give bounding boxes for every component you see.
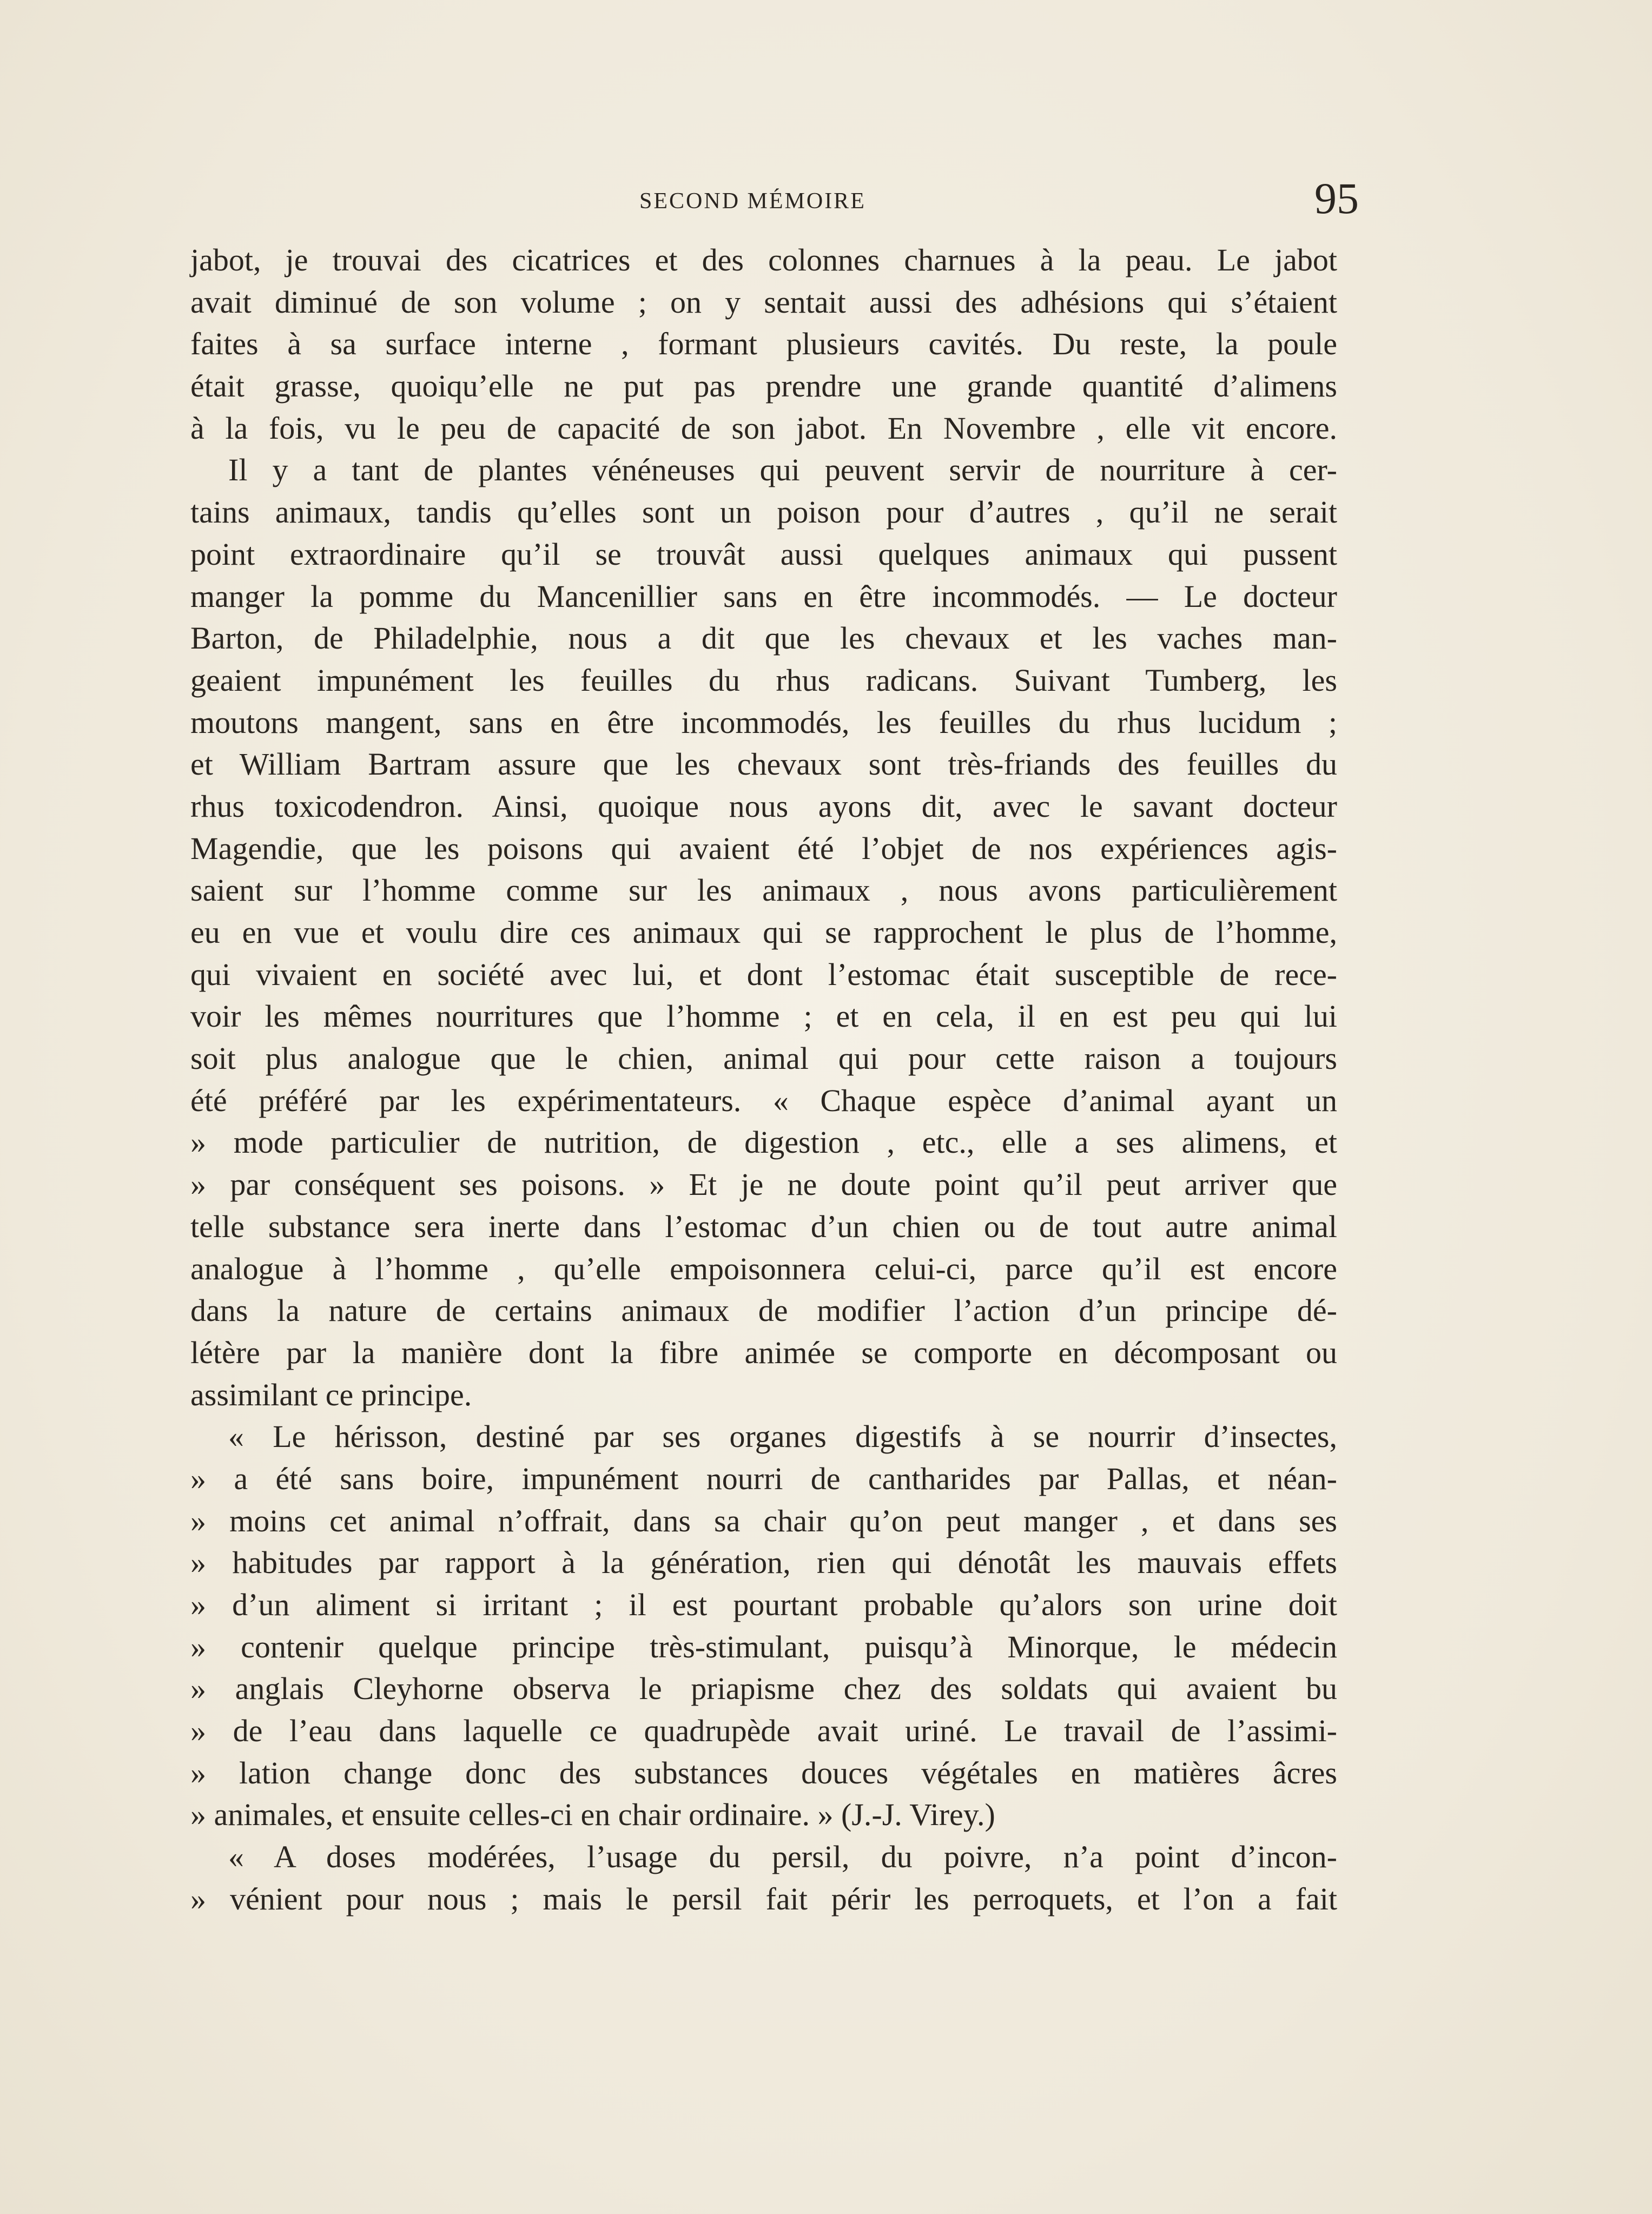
text-line: analogue à l’homme , qu’elle empoisonnera celui-ci, parce qu’il est encore [190, 1251, 1337, 1286]
text-line: » animales, et ensuite celles-ci en chair ordinaire. » (J.-J. Virey.) [190, 1797, 995, 1833]
text-line: » par conséquent ses poisons. » Et je ne doute point qu’il peut arriver que [190, 1167, 1337, 1202]
text-line: Il y a tant de plantes vénéneuses qui peuvent servir de nourriture à cer- [228, 452, 1337, 488]
running-head: SECOND MÉMOIRE [639, 189, 866, 214]
text-line: létère par la manière dont la fibre animée se comporte en décomposant ou [190, 1334, 1337, 1370]
text-line: faites à sa surface interne , formant plusieurs cavités. Du reste, la poule [190, 326, 1337, 362]
text-line: à la fois, vu le peu de capacité de son jabot. En Novembre , elle vit encore. [190, 410, 1337, 446]
text-line: » de l’eau dans laquelle ce quadrupède avait uriné. Le travail de l’assimi- [190, 1713, 1337, 1749]
text-line: était grasse, quoiqu’elle ne put pas prendre une grande quantité d’alimens [190, 368, 1337, 404]
text-line: « A doses modérées, l’usage du persil, du poivre, n’a point d’incon- [228, 1839, 1337, 1875]
text-line: assimilant ce principe. [190, 1377, 472, 1412]
text-line: et William Bartram assure que les chevaux sont très-friands des feuilles du [190, 746, 1337, 782]
text-line: telle substance sera inerte dans l’estomac d’un chien ou de tout autre animal [190, 1208, 1337, 1244]
text-line: dans la nature de certains animaux de modifier l’action d’un principe dé- [190, 1293, 1337, 1329]
text-line: soit plus analogue que le chien, animal qui pour cette raison a toujours [190, 1041, 1337, 1076]
text-line: moutons mangent, sans en être incommodés, les feuilles du rhus lucidum ; [190, 704, 1337, 740]
text-line: » lation change donc des substances douces végétales en matières âcres [190, 1755, 1337, 1790]
text-line: saient sur l’homme comme sur les animaux , nous avons particulièrement [190, 873, 1337, 908]
text-line: » mode particulier de nutrition, de digestion , etc., elle a ses alimens, et [190, 1125, 1337, 1160]
text-line: » a été sans boire, impunément nourri de cantharides par Pallas, et néan- [190, 1460, 1337, 1496]
text-line: avait diminué de son volume ; on y sentait aussi des adhésions qui s’étaient [190, 284, 1337, 320]
text-line: voir les mêmes nourritures que l’homme ; et en cela, il en est peu qui lui [190, 999, 1337, 1034]
page-number: 95 [1314, 174, 1359, 223]
text-line: geaient impunément les feuilles du rhus radicans. Suivant Tumberg, les [190, 662, 1337, 698]
text-line: qui vivaient en société avec lui, et dont l’estomac était susceptible de rece- [190, 956, 1337, 992]
body-text [190, 239, 1337, 1920]
text-line: point extraordinaire qu’il se trouvât aussi quelques animaux qui pussent [190, 536, 1337, 572]
text-line: » vénient pour nous ; mais le persil fait périr les perroquets, et l’on a fait [190, 1881, 1337, 1916]
page-header [190, 174, 1359, 243]
text-line: rhus toxicodendron. Ainsi, quoique nous ayons dit, avec le savant docteur [190, 788, 1337, 824]
text-line: » d’un aliment si irritant ; il est pourtant probable qu’alors son urine doit [190, 1587, 1337, 1622]
text-line: » moins cet animal n’offrait, dans sa chair qu’on peut manger , et dans ses [190, 1503, 1337, 1538]
text-line: Barton, de Philadelphie, nous a dit que les chevaux et les vaches man- [190, 620, 1337, 656]
text-line: » anglais Cleyhorne observa le priapisme chez des soldats qui avaient bu [190, 1671, 1337, 1707]
text-line: tains animaux, tandis qu’elles sont un poison pour d’autres , qu’il ne serait [190, 494, 1337, 530]
text-line: eu en vue et voulu dire ces animaux qui se rapprochent le plus de l’homme, [190, 915, 1337, 950]
text-line: » habitudes par rapport à la génération, rien qui dénotât les mauvais effets [190, 1545, 1337, 1581]
text-line: » contenir quelque principe très-stimulant, puisqu’à Minorque, le médecin [190, 1629, 1337, 1664]
text-line: jabot, je trouvai des cicatrices et des colonnes charnues à la peau. Le jabot [190, 242, 1337, 277]
text-line: manger la pomme du Mancenillier sans en être incommodés. — Le docteur [190, 578, 1337, 614]
text-line: « Le hérisson, destiné par ses organes digestifs à se nourrir d’insectes, [228, 1419, 1337, 1455]
text-line: Magendie, que les poisons qui avaient été l’objet de nos expériences agis- [190, 830, 1337, 866]
text-line: été préféré par les expérimentateurs. « Chaque espèce d’animal ayant un [190, 1082, 1337, 1118]
